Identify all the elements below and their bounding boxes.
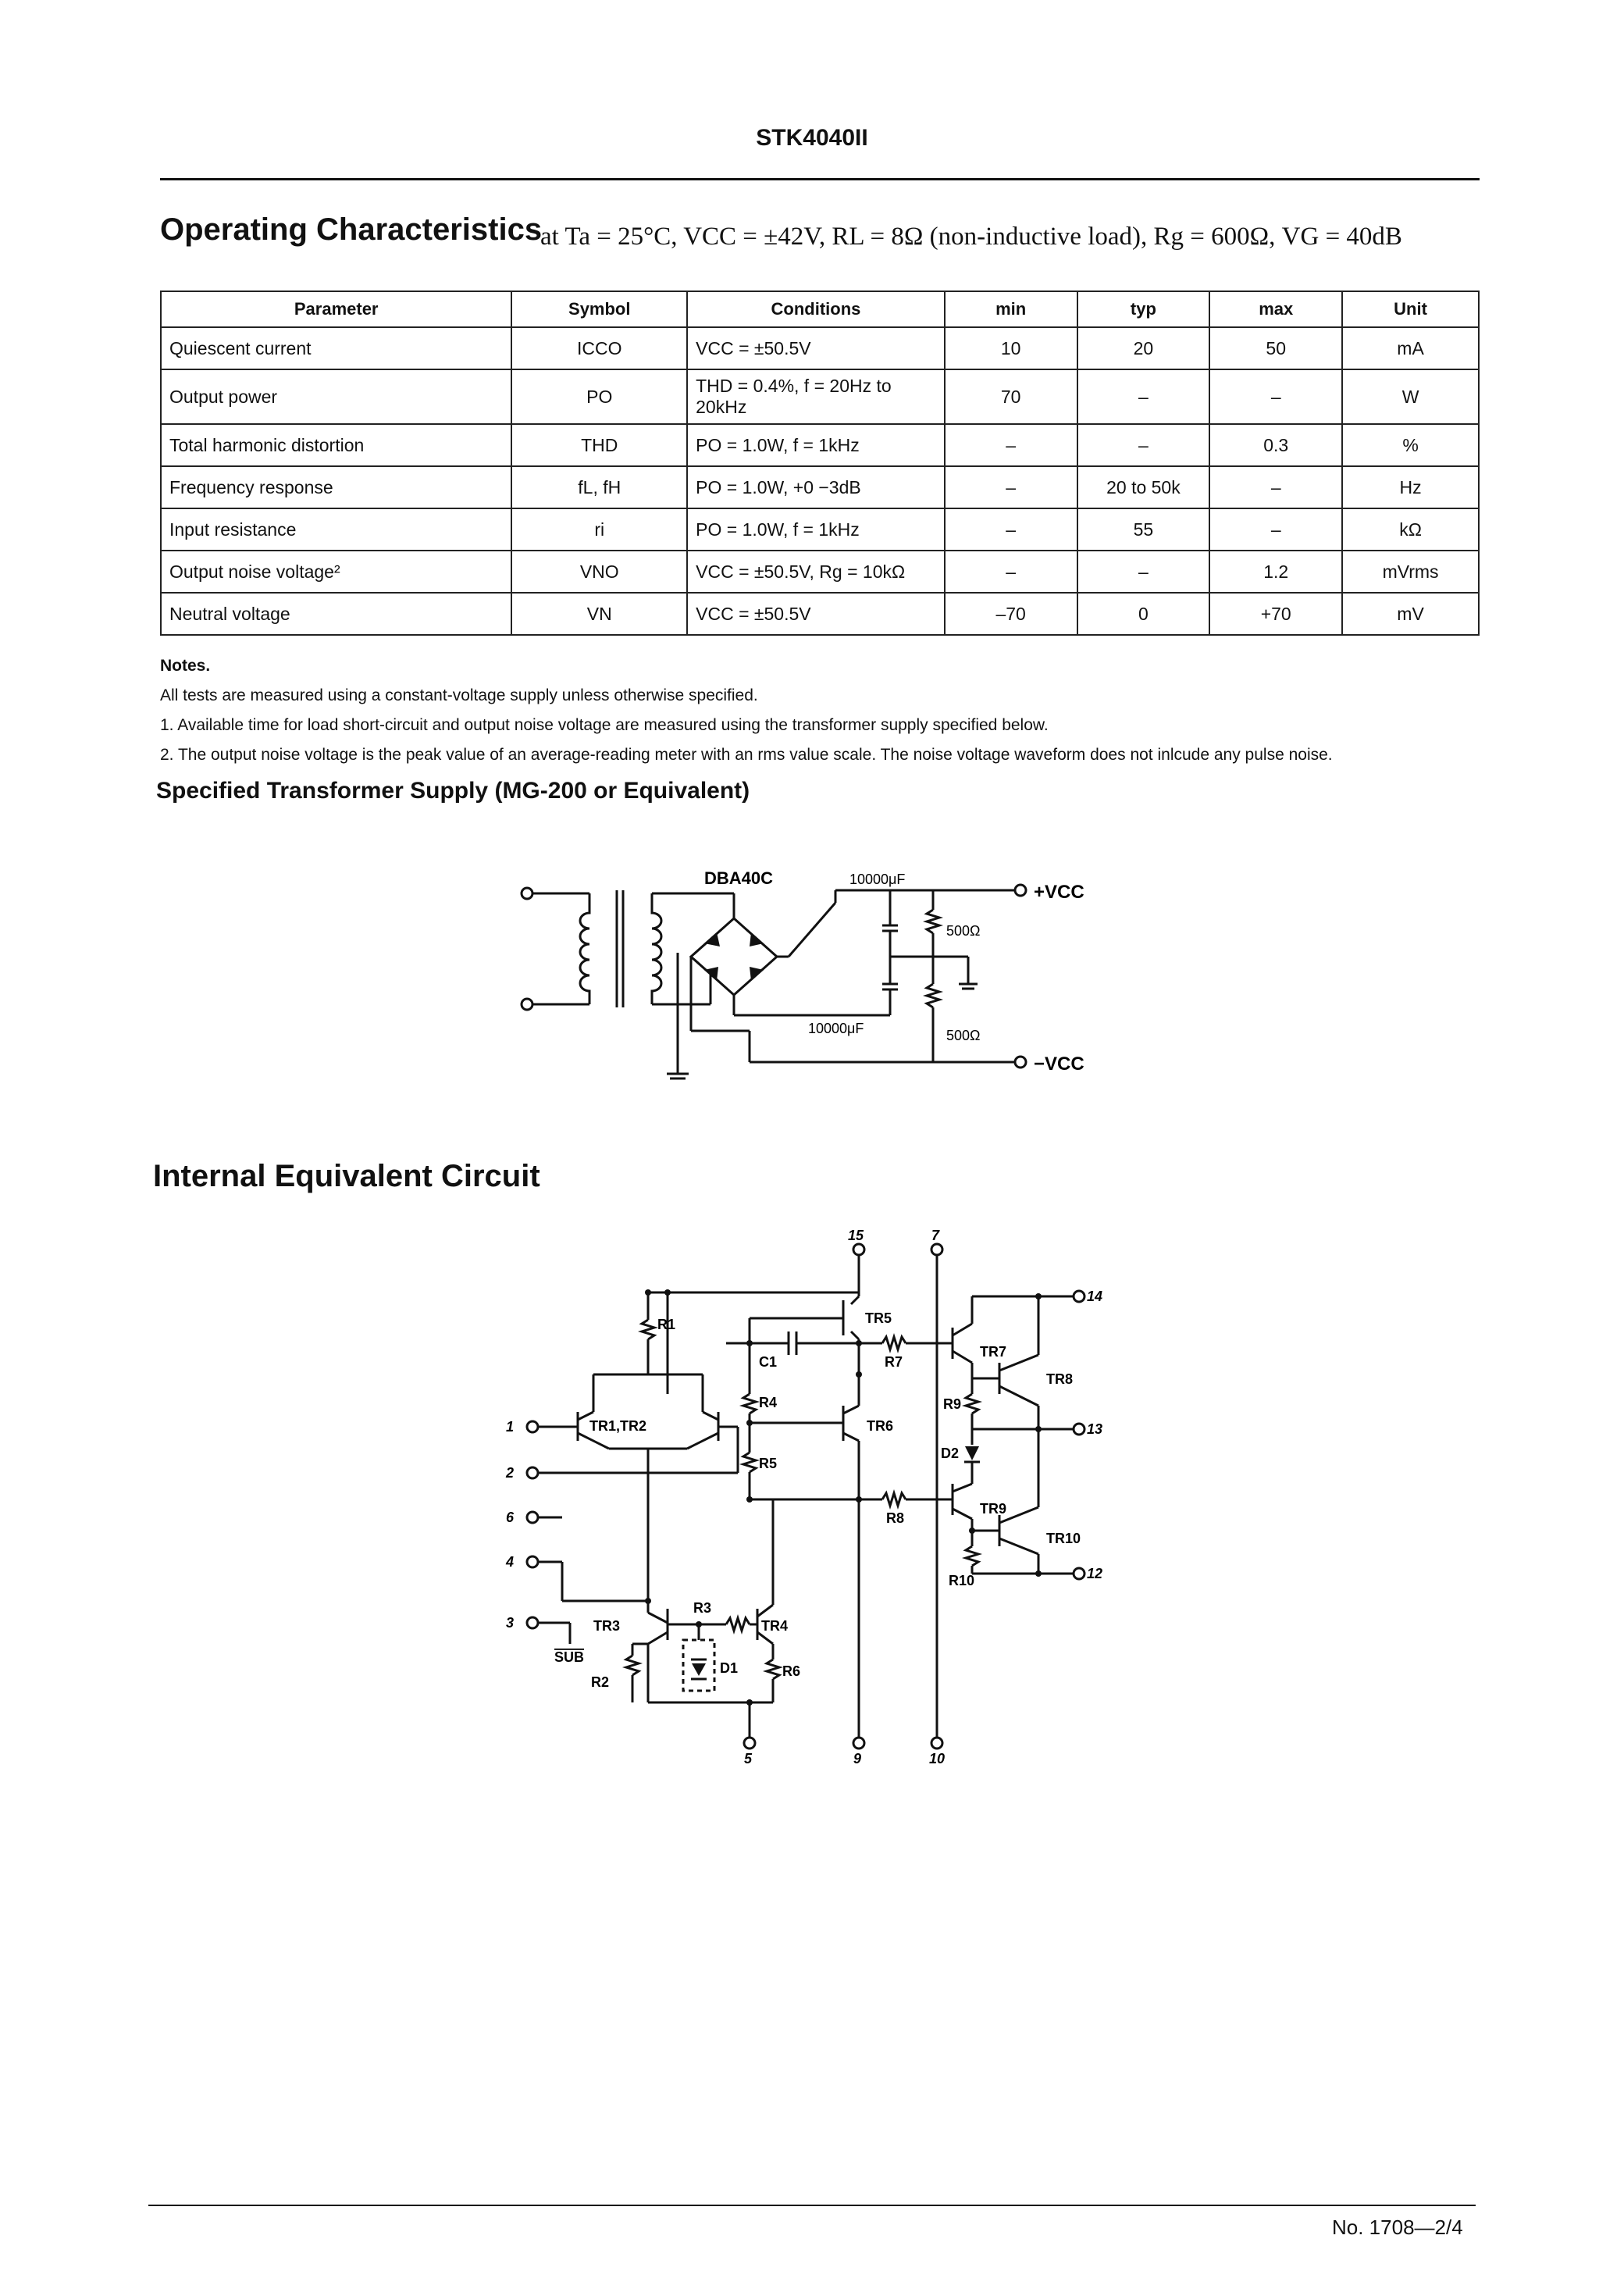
- part-number: STK4040II: [756, 125, 868, 151]
- label-tr5: TR5: [865, 1310, 892, 1326]
- col-header: min: [945, 291, 1077, 327]
- cell-symbol: THD: [511, 424, 687, 466]
- cell-max: 1.2: [1209, 551, 1342, 593]
- cell-parameter: Neutral voltage: [161, 593, 511, 635]
- pin-1: 1: [506, 1419, 515, 1435]
- cell-min: –70: [945, 593, 1077, 635]
- label-r9: R9: [943, 1396, 962, 1412]
- cell-typ: 55: [1077, 508, 1210, 551]
- res-top-label: 500Ω: [946, 923, 981, 939]
- cell-conditions: PO = 1.0W, f = 1kHz: [687, 508, 945, 551]
- operating-conditions: at Ta = 25°C, VCC = ±42V, RL = 8Ω (non-inductive load), Rg = 600Ω, VG = 40dB: [540, 223, 1402, 251]
- pin-7: 7: [931, 1228, 940, 1243]
- col-header: max: [1209, 291, 1342, 327]
- label-r2: R2: [591, 1674, 610, 1690]
- pin-14: 14: [1087, 1289, 1103, 1304]
- cell-parameter: Input resistance: [161, 508, 511, 551]
- notes: [160, 651, 1333, 770]
- cell-typ: –: [1077, 424, 1210, 466]
- res-bottom-label: 500Ω: [946, 1028, 981, 1043]
- cell-conditions: VCC = ±50.5V: [687, 327, 945, 369]
- col-header: Parameter: [161, 291, 511, 327]
- label-tr6: TR6: [867, 1418, 894, 1434]
- cell-max: –: [1209, 369, 1342, 424]
- label-r10: R10: [949, 1573, 975, 1588]
- label-r5: R5: [759, 1456, 778, 1471]
- pin-9: 9: [853, 1751, 862, 1765]
- transformer-schematic: [500, 867, 1124, 1101]
- cell-min: –: [945, 508, 1077, 551]
- cell-parameter: Output power: [161, 369, 511, 424]
- pin-5: 5: [744, 1751, 753, 1765]
- pin-10: 10: [929, 1751, 946, 1765]
- cell-conditions: VCC = ±50.5V, Rg = 10kΩ: [687, 551, 945, 593]
- label-tr8: TR8: [1046, 1371, 1074, 1387]
- cell-max: 50: [1209, 327, 1342, 369]
- col-header: Conditions: [687, 291, 945, 327]
- circuit-title: Internal Equivalent Circuit: [153, 1159, 540, 1193]
- table-header-row: [161, 291, 1479, 327]
- bridge-label: DBA40C: [704, 868, 774, 888]
- label-tr7: TR7: [980, 1344, 1007, 1360]
- table-row: [161, 508, 1479, 551]
- cell-symbol: VNO: [511, 551, 687, 593]
- cell-typ: –: [1077, 369, 1210, 424]
- transformer-title: Specified Transformer Supply (MG-200 or Equivalent): [156, 778, 750, 804]
- cell-parameter: Total harmonic distortion: [161, 424, 511, 466]
- cell-unit: %: [1342, 424, 1479, 466]
- cell-max: +70: [1209, 593, 1342, 635]
- header-rule: [160, 178, 1480, 180]
- pin-15: 15: [848, 1228, 864, 1243]
- label-tr9: TR9: [980, 1501, 1007, 1517]
- table-row: [161, 466, 1479, 508]
- cell-symbol: VN: [511, 593, 687, 635]
- label-tr3: TR3: [593, 1618, 621, 1634]
- cell-symbol: ICCO: [511, 327, 687, 369]
- cell-unit: mA: [1342, 327, 1479, 369]
- note-line: 1. Available time for load short-circuit and output noise voltage are measured using the transformer supply specified below.: [160, 716, 1049, 734]
- col-header: typ: [1077, 291, 1210, 327]
- label-c1: C1: [759, 1354, 778, 1370]
- table-row: [161, 424, 1479, 466]
- cell-max: –: [1209, 508, 1342, 551]
- cell-min: 70: [945, 369, 1077, 424]
- label-r6: R6: [782, 1663, 801, 1679]
- table-row: [161, 369, 1479, 424]
- vcc-neg-label: −VCC: [1034, 1053, 1084, 1075]
- cell-typ: 20: [1077, 327, 1210, 369]
- cell-conditions: VCC = ±50.5V: [687, 593, 945, 635]
- label-tr4: TR4: [761, 1618, 789, 1634]
- label-tr10: TR10: [1046, 1531, 1081, 1546]
- note-line: 2. The output noise voltage is the peak value of an average-reading meter with an rms value scale. The noise voltage waveform does not inlcude any pulse noise.: [160, 746, 1333, 764]
- cell-unit: mV: [1342, 593, 1479, 635]
- label-r4: R4: [759, 1395, 778, 1410]
- cell-unit: mVrms: [1342, 551, 1479, 593]
- label-sub: SUB: [554, 1649, 585, 1665]
- pin-4: 4: [506, 1554, 515, 1570]
- pin-12: 12: [1087, 1566, 1103, 1581]
- cell-max: 0.3: [1209, 424, 1342, 466]
- label-r7: R7: [885, 1354, 903, 1370]
- pin-2: 2: [506, 1465, 515, 1481]
- equivalent-circuit: [492, 1218, 1132, 1765]
- cell-min: –: [945, 551, 1077, 593]
- table-row: [161, 327, 1479, 369]
- cell-conditions: PO = 1.0W, f = 1kHz: [687, 424, 945, 466]
- cell-unit: Hz: [1342, 466, 1479, 508]
- cap-bottom-label: 10000μF: [808, 1021, 864, 1036]
- operating-title: Operating Characteristics: [160, 212, 543, 247]
- cell-typ: 0: [1077, 593, 1210, 635]
- table-row: [161, 551, 1479, 593]
- label-tr1-tr2: TR1,TR2: [589, 1418, 647, 1434]
- cell-unit: W: [1342, 369, 1479, 424]
- pin-13: 13: [1087, 1421, 1103, 1437]
- cell-parameter: Frequency response: [161, 466, 511, 508]
- cell-symbol: fL, fH: [511, 466, 687, 508]
- cell-symbol: ri: [511, 508, 687, 551]
- page-number: No. 1708—2/4: [1332, 2216, 1463, 2239]
- col-header: Unit: [1342, 291, 1479, 327]
- label-r8: R8: [886, 1510, 905, 1526]
- vcc-pos-label: +VCC: [1034, 882, 1084, 903]
- cell-conditions: PO = 1.0W, +0 −3dB: [687, 466, 945, 508]
- cell-parameter: Output noise voltage²: [161, 551, 511, 593]
- cell-symbol: PO: [511, 369, 687, 424]
- cell-min: 10: [945, 327, 1077, 369]
- pin-3: 3: [506, 1615, 515, 1631]
- notes-heading: Notes.: [160, 657, 211, 675]
- table-row: [161, 593, 1479, 635]
- label-r3: R3: [693, 1600, 712, 1616]
- label-d1: D1: [720, 1660, 739, 1676]
- cell-conditions: THD = 0.4%, f = 20Hz to 20kHz: [687, 369, 945, 424]
- cell-min: –: [945, 466, 1077, 508]
- cell-min: –: [945, 424, 1077, 466]
- note-line: All tests are measured using a constant-voltage supply unless otherwise specified.: [160, 686, 758, 704]
- pin-6: 6: [506, 1510, 515, 1525]
- cell-max: –: [1209, 466, 1342, 508]
- col-header: Symbol: [511, 291, 687, 327]
- cell-unit: kΩ: [1342, 508, 1479, 551]
- footer-rule: [148, 2205, 1476, 2206]
- spec-table: [160, 291, 1480, 636]
- cap-top-label: 10000μF: [849, 872, 906, 887]
- label-r1: R1: [657, 1317, 676, 1332]
- label-d2: D2: [941, 1446, 960, 1461]
- cell-typ: 20 to 50k: [1077, 466, 1210, 508]
- cell-typ: –: [1077, 551, 1210, 593]
- cell-parameter: Quiescent current: [161, 327, 511, 369]
